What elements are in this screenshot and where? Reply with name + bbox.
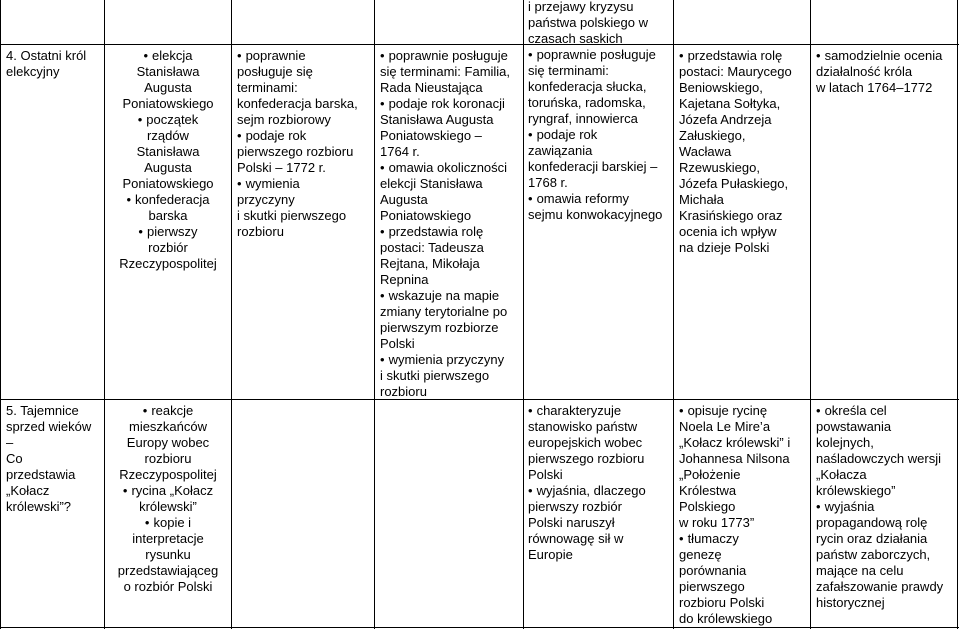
topic-line: – (6, 435, 14, 450)
content-line: Stanisława (136, 144, 200, 159)
topic-line: „Kołacz (6, 483, 50, 498)
requirement-line: Polski (528, 467, 563, 482)
topic-line: sprzed wieków (6, 419, 92, 434)
requirement-line: rycin oraz działania (816, 531, 928, 546)
requirement-line: równowagę sił w (528, 531, 624, 546)
content-line: o rozbiór Polski (123, 579, 213, 594)
requirement-line: postaci: Tadeusza (380, 240, 484, 255)
row1-excellent-requirements-cell (816, 48, 942, 96)
content-line: Rzeczypospolitej (119, 256, 217, 271)
content-line: rozbioru (144, 451, 192, 466)
content-item: • reakcje (106, 403, 230, 419)
requirement-item: • opisuje rycinę (679, 403, 790, 419)
requirement-line: terminami: (237, 80, 298, 95)
requirement-line: posługuje się (237, 64, 313, 79)
requirement-line: konfederacji barskiej – (528, 159, 658, 174)
column-divider (810, 0, 811, 629)
row2-excellent-requirements-cell (816, 403, 943, 611)
requirement-line: konfederacja barska, (237, 96, 358, 111)
content-line: Stanisława (136, 64, 200, 79)
requirement-item: • omawia reformy (528, 191, 662, 207)
requirement-line: Poniatowskiego (380, 208, 472, 223)
content-line: Europy wobec (126, 435, 210, 450)
requirement-line: ocenia ich wpływ (679, 224, 777, 239)
content-line: Rzeczypospolitej (119, 467, 217, 482)
requirement-item: • wyjaśnia, dlaczego (528, 483, 646, 499)
requirement-line: Królestwa (679, 483, 737, 498)
requirement-line: elekcji Stanisława (380, 176, 483, 191)
topic-line: 4. Ostatni król (6, 48, 87, 63)
requirement-line: stanowisko państw (528, 419, 638, 434)
content-line: przedstawiająceg (117, 563, 219, 578)
requirement-line: Stanisława Augusta (380, 112, 494, 127)
requirement-line: Rejtana, Mikołaja (380, 256, 480, 271)
requirement-line: Załuskiego, (679, 128, 746, 143)
requirement-line: Rada Nieustająca (380, 80, 483, 95)
requirement-line: 1764 r. (380, 144, 420, 159)
requirement-line: „Kołacza (816, 467, 867, 482)
requirement-line: sejmu konwokacyjnego (528, 207, 663, 222)
requirement-line: Krasińskiego oraz (679, 208, 783, 223)
topic-line: królewski”? (6, 499, 72, 514)
requirement-line: powstawania (816, 419, 892, 434)
row1-topic-cell (6, 48, 86, 80)
content-line: rysunku (145, 547, 191, 562)
requirement-line: rozbioru Polski (679, 595, 765, 610)
content-item: • początek (106, 112, 230, 128)
column-divider (374, 0, 375, 629)
requirement-line: pierwszym rozbiorze (380, 320, 499, 335)
column-divider (523, 0, 524, 629)
row2-high-requirements-cell (679, 403, 790, 627)
requirement-line: konfederacja słucka, (528, 79, 647, 94)
requirement-item: • wyjaśnia (816, 499, 943, 515)
row-divider (0, 44, 959, 45)
content-line: barska (148, 208, 188, 223)
requirement-line: Johannesa Nilsona (679, 451, 790, 466)
requirement-line: Beniowskiego, (679, 80, 763, 95)
requirement-line: przyczyny (237, 192, 295, 207)
requirement-line: historycznej (816, 595, 885, 610)
requirement-line: Michała (679, 192, 724, 207)
content-line: interpretacje (132, 531, 204, 546)
requirement-item: • charakteryzuje (528, 403, 646, 419)
row1-basic-requirements-cell (237, 48, 358, 240)
content-item: • kopie i (106, 515, 230, 531)
requirement-line: ryngraf, innowierca (528, 111, 638, 126)
requirement-line: zmiany terytorialne po (380, 304, 508, 319)
requirement-line: Polskiego (679, 499, 736, 514)
column-divider (104, 0, 105, 629)
content-line: mieszkańców (128, 419, 208, 434)
requirement-line: Repnina (380, 272, 429, 287)
topic-line: 5. Tajemnice (6, 403, 79, 418)
requirement-line: do królewskiego (679, 611, 773, 626)
requirement-item: • podaje rok (237, 128, 358, 144)
requirement-line: Wacława (679, 144, 732, 159)
requirement-line: postaci: Maurycego (679, 64, 792, 79)
requirement-line: Polski naruszył (528, 515, 615, 530)
content-line: Poniatowskiego (122, 176, 214, 191)
content-line: rządów (147, 128, 189, 143)
requirement-item: • podaje rok (528, 127, 662, 143)
requirement-item: • wymienia przyczyny (380, 352, 510, 368)
content-item: • elekcja (106, 48, 230, 64)
row2-content-cell (106, 403, 230, 595)
requirement-line: rozbioru (380, 384, 427, 399)
requirement-line: czasach saskich (528, 31, 623, 46)
requirement-line: państwa polskiego w (528, 15, 648, 30)
content-line: Poniatowskiego (122, 96, 214, 111)
requirement-line: europejskich wobec (528, 435, 643, 450)
row1-full-requirements-cell (528, 0, 662, 223)
requirement-line: pierwszego rozbioru (528, 451, 645, 466)
row1-extended-requirements-cell (380, 48, 510, 400)
requirement-line: państw zaborczych, (816, 547, 931, 562)
requirement-line: sejm rozbiorowy (237, 112, 331, 127)
requirement-item: • poprawnie posługuje (380, 48, 510, 64)
requirement-line: „Kołacz królewski” i (679, 435, 791, 450)
requirement-line: Józefa Andrzeja (679, 112, 772, 127)
row1-high-requirements-cell (679, 48, 792, 256)
content-item: • konfederacja (106, 192, 230, 208)
content-item: • rycina „Kołacz (106, 483, 230, 499)
requirement-line: działalność króla (816, 64, 913, 79)
table-border-right (957, 0, 958, 629)
requirement-line: pierwszy rozbiór (528, 499, 622, 514)
requirement-line: toruńska, radomska, (528, 95, 646, 110)
requirement-line: pierwszego rozbioru (237, 144, 354, 159)
requirement-line: Augusta (380, 192, 428, 207)
requirement-line: propagandową rolę (816, 515, 928, 530)
column-divider (231, 0, 232, 629)
requirement-line: na dzieje Polski (679, 240, 770, 255)
topic-line: przedstawia (6, 467, 76, 482)
requirement-line: naśladowczych wersji (816, 451, 941, 466)
requirement-line: kolejnych, (816, 435, 874, 450)
requirement-item: • przedstawia rolę (380, 224, 510, 240)
requirement-line: Polski – 1772 r. (237, 160, 326, 175)
requirement-line: Józefa Pułaskiego, (679, 176, 789, 191)
requirement-line: się terminami: Familia, (380, 64, 511, 79)
requirement-item: • wymienia (237, 176, 358, 192)
requirement-line: 1768 r. (528, 175, 568, 190)
requirement-item: • przedstawia rolę (679, 48, 792, 64)
requirement-line: królewskiego” (816, 483, 896, 498)
table-border-left (0, 0, 1, 629)
topic-line: elekcyjny (6, 64, 60, 79)
requirement-line: Polski (380, 336, 415, 351)
row2-full-requirements-cell (528, 403, 646, 563)
requirement-line: „Położenie (679, 467, 741, 482)
requirement-line: się terminami: (528, 63, 609, 78)
row2-topic-cell (6, 403, 91, 515)
requirement-line: w roku 1773” (679, 515, 755, 530)
content-item: • pierwszy (106, 224, 230, 240)
table-border-bottom (0, 627, 959, 628)
requirement-line: Kajetana Sołtyka, (679, 96, 781, 111)
requirement-line: Rzewuskiego, (679, 160, 760, 175)
requirement-item: • wskazuje na mapie (380, 288, 510, 304)
requirement-item: • poprawnie (237, 48, 358, 64)
requirement-line: zafałszowanie prawdy (816, 579, 944, 594)
requirement-item: • omawia okoliczności (380, 160, 510, 176)
row1-content-cell (106, 48, 230, 272)
requirement-item: • poprawnie posługuje (528, 47, 662, 63)
requirement-line: rozbioru (237, 224, 284, 239)
content-line: Augusta (144, 160, 192, 175)
requirement-item: • określa cel (816, 403, 943, 419)
requirement-line: i skutki pierwszego (380, 368, 490, 383)
requirement-line: porównania (679, 563, 747, 578)
requirement-line: Noela Le Mire’a (679, 419, 771, 434)
topic-line: Co (6, 451, 23, 466)
content-line: królewski” (139, 499, 197, 514)
requirement-line: i przejawy kryzysu (528, 0, 634, 14)
requirement-line: w latach 1764–1772 (816, 80, 933, 95)
requirement-line: i skutki pierwszego (237, 208, 347, 223)
requirement-item: • podaje rok koronacji (380, 96, 510, 112)
requirement-line: genezę (679, 547, 722, 562)
column-divider (673, 0, 674, 629)
content-line: rozbiór (148, 240, 188, 255)
requirement-line: mające na celu (816, 563, 904, 578)
content-line: Augusta (144, 80, 192, 95)
requirement-line: Poniatowskiego – (380, 128, 482, 143)
requirement-line: pierwszego (679, 579, 745, 594)
requirement-line: zawiązania (528, 143, 593, 158)
requirement-item: • tłumaczy (679, 531, 790, 547)
requirement-item: • samodzielnie ocenia (816, 48, 942, 64)
requirement-line: Europie (528, 547, 573, 562)
